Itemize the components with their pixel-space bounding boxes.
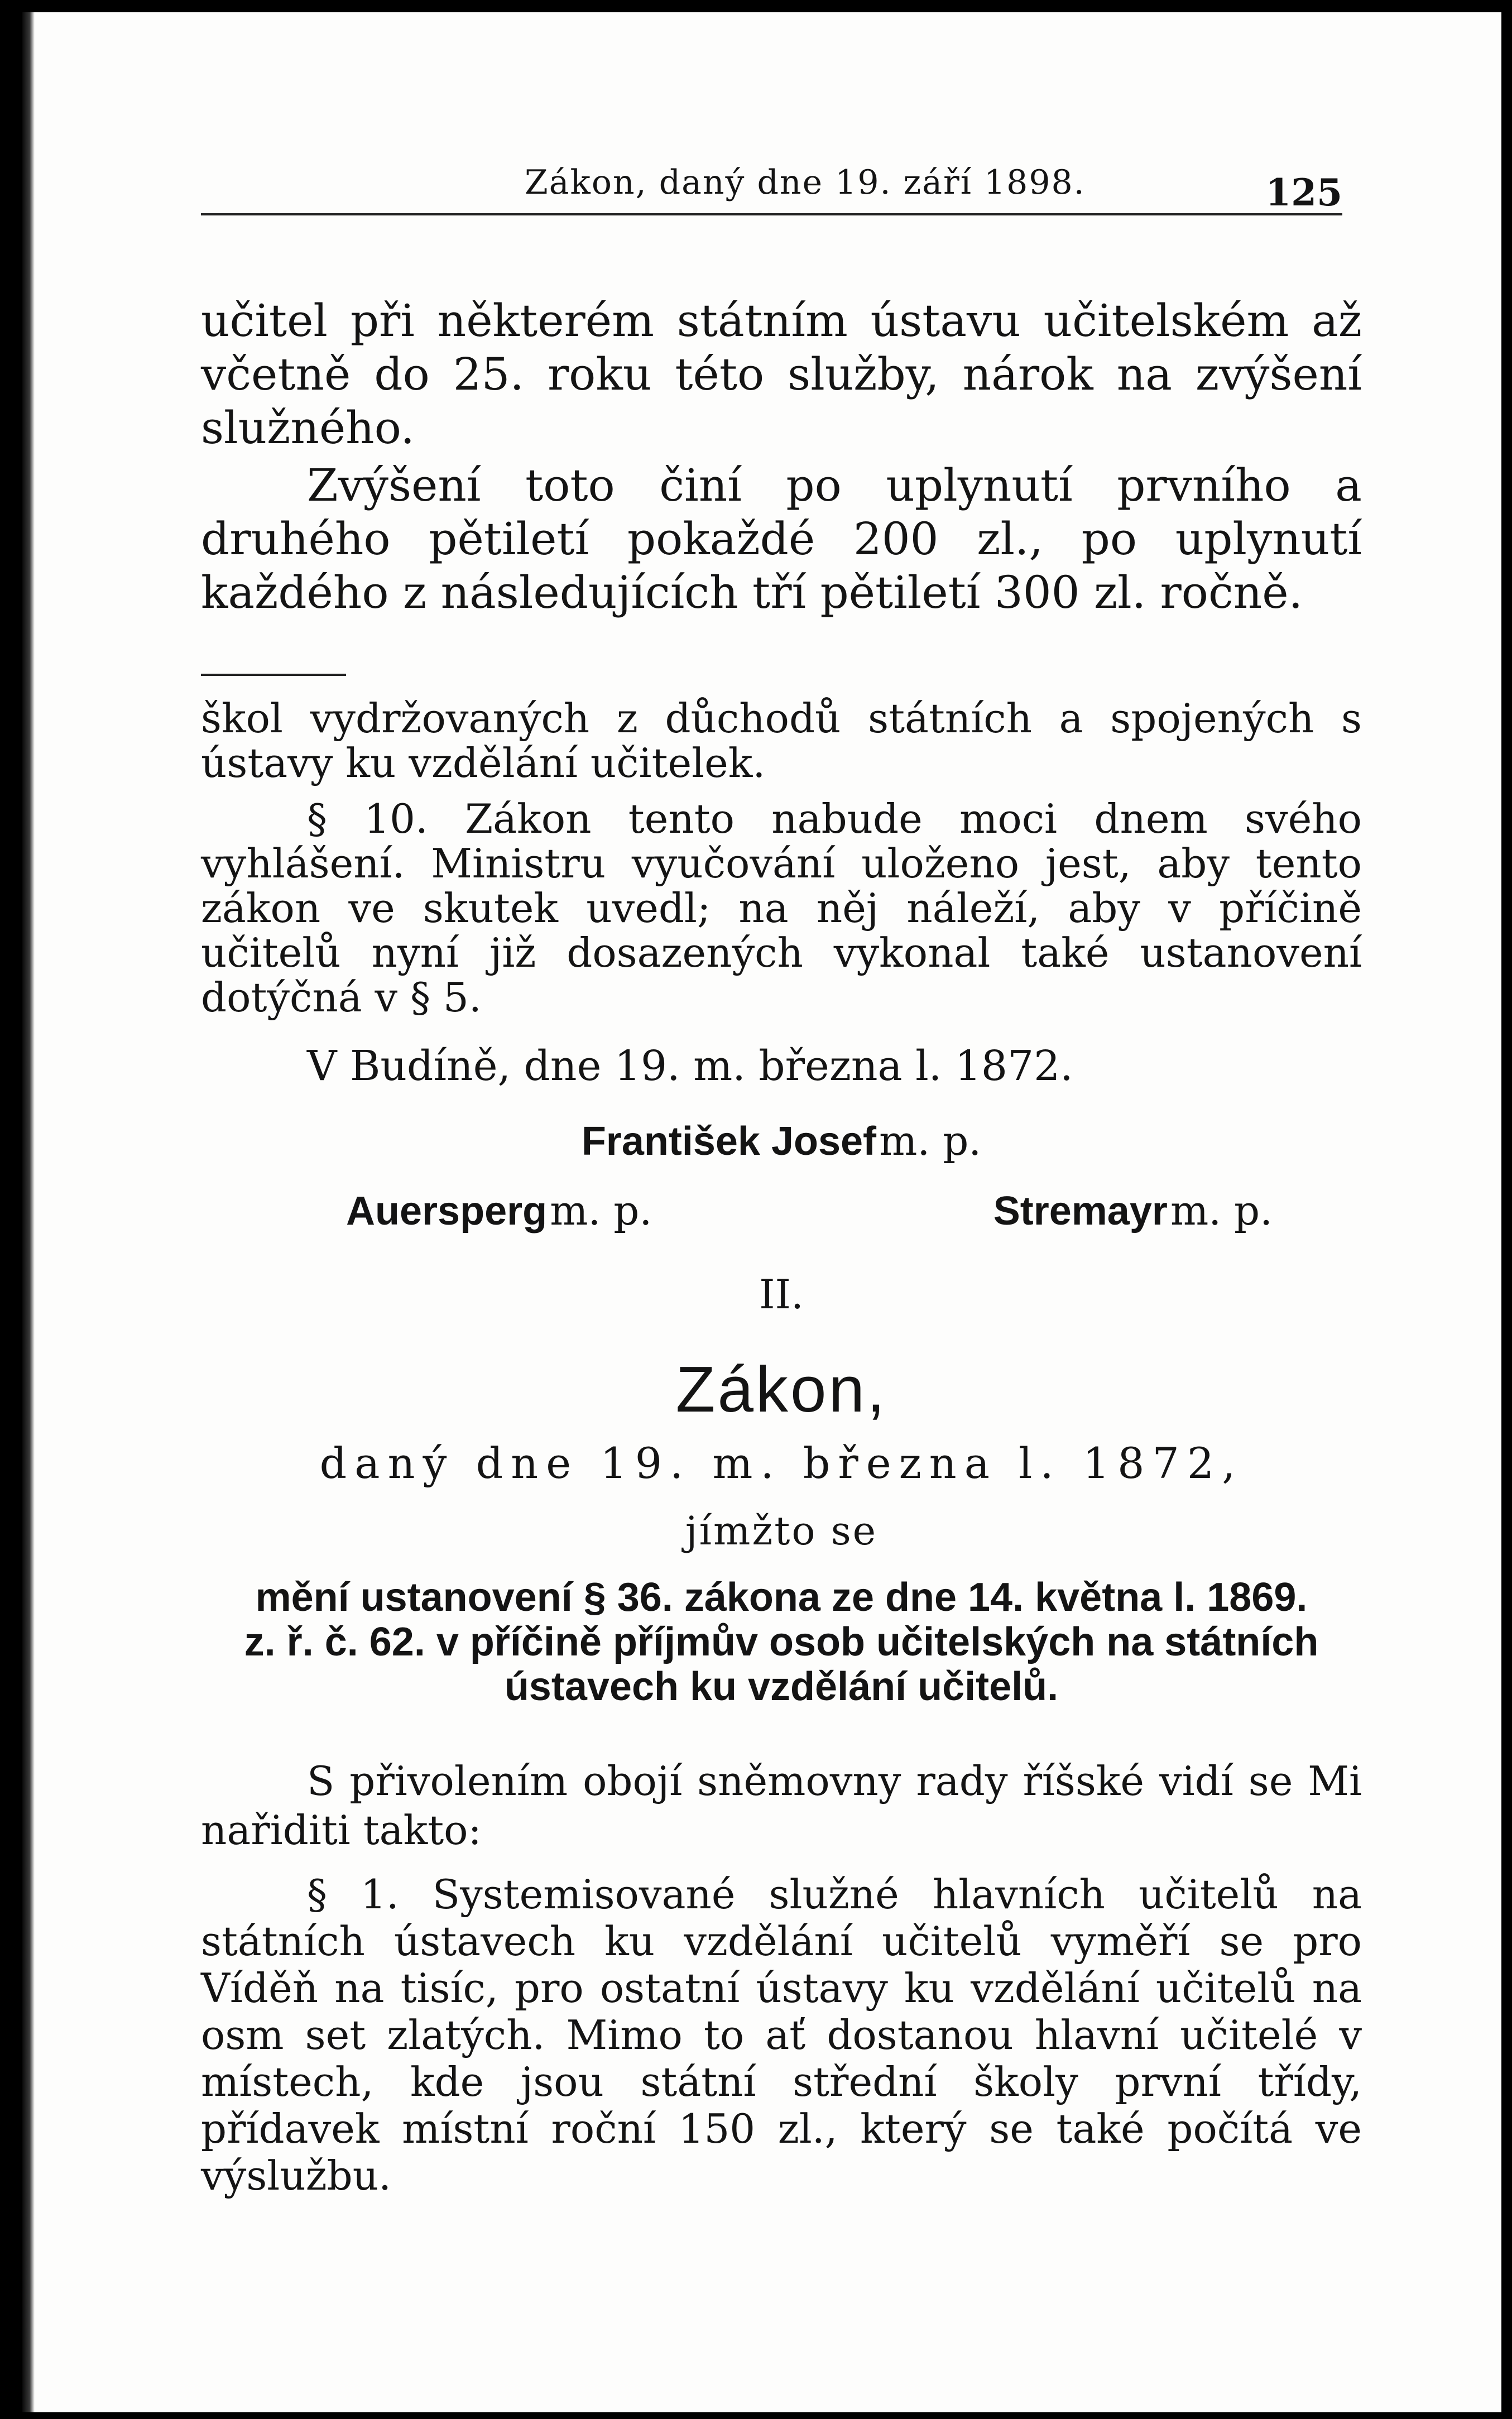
running-header xyxy=(201,163,1342,215)
law-subject-line-2: z. ř. č. 62. v příčině příjmův osob učitelských na státních xyxy=(244,1620,1319,1664)
stremayr-name: Stremayr xyxy=(993,1189,1168,1234)
law-date-line: daný dne 19. m. března l. 1872, xyxy=(319,1438,1244,1488)
law-subject-line-3: ústavech ku vzdělání učitelů. xyxy=(504,1664,1059,1709)
book-page xyxy=(22,12,1501,2412)
auersperg-suffix: m. p. xyxy=(550,1187,652,1234)
continuation-paragraph: učitel při některém státním ústavu učitelském až včetně do 25. roku této služby, nárok na zvýšení služného. xyxy=(201,295,1362,454)
place-date-line: V Budíně, dne 19. m. března l. 1872. xyxy=(307,1042,1073,1090)
salary-increase-paragraph: Zvýšení toto činí po uplynutí prvního a druhého pětiletí pokaždé 200 zl., po uplynutí každého z následujících tří pětiletí 300 zl. ročně. xyxy=(201,459,1362,618)
page-number: 125 xyxy=(1265,171,1342,214)
emperor-suffix: m. p. xyxy=(879,1117,982,1164)
minister-signatures xyxy=(324,1187,1273,1243)
footnote-text: škol vydržovaných z důchodů státních a spojených s ústavy ku vzdělání učitelek. xyxy=(201,695,1362,786)
emperor-signature xyxy=(201,1117,1362,1164)
emperor-name: František Josef xyxy=(581,1119,877,1164)
stremayr-suffix: m. p. xyxy=(1170,1187,1273,1234)
law-number: II. xyxy=(759,1271,804,1318)
section-1-paragraph: § 1. Systemisované služné hlavních učitelů na státních ústavech ku vzdělání učitelů vyměří se pro Víděň na tisíc, pro ostatní ústavy ku vzdělání učitelů na osm set zlatých. Mimo to ať dostanou hlavní učitelé v místech, kde jsou státní střední školy první třídy, přídavek místní roční 150 zl., který se také počítá ve výslužbu. xyxy=(201,1871,1362,2199)
header-title: Zákon, daný dne 19. září 1898. xyxy=(525,163,1086,202)
stremayr-signature xyxy=(993,1187,1273,1234)
law-whereby: jímžto se xyxy=(685,1508,878,1554)
law-subject-line-1: mění ustanovení § 36. zákona ze dne 14. května l. 1869. xyxy=(255,1575,1308,1620)
binding-edge xyxy=(22,12,35,2412)
law-title: Zákon, xyxy=(675,1353,887,1426)
auersperg-signature xyxy=(346,1187,652,1234)
footnote-rule xyxy=(201,674,346,676)
auersperg-name: Auersperg xyxy=(346,1189,548,1234)
preamble-paragraph: S přivolením obojí sněmovny rady říšské vidí se Mi nařiditi takto: xyxy=(201,1758,1362,1854)
section-10-paragraph: § 10. Zákon tento nabude moci dnem svého vyhlášení. Ministru vyučování uloženo jest, aby tento zákon ve skutek uvedl; na něj náleží, aby v příčině učitelů nyní již dosazených vykonal také ustanovení dotýčná v § 5. xyxy=(201,795,1362,1021)
